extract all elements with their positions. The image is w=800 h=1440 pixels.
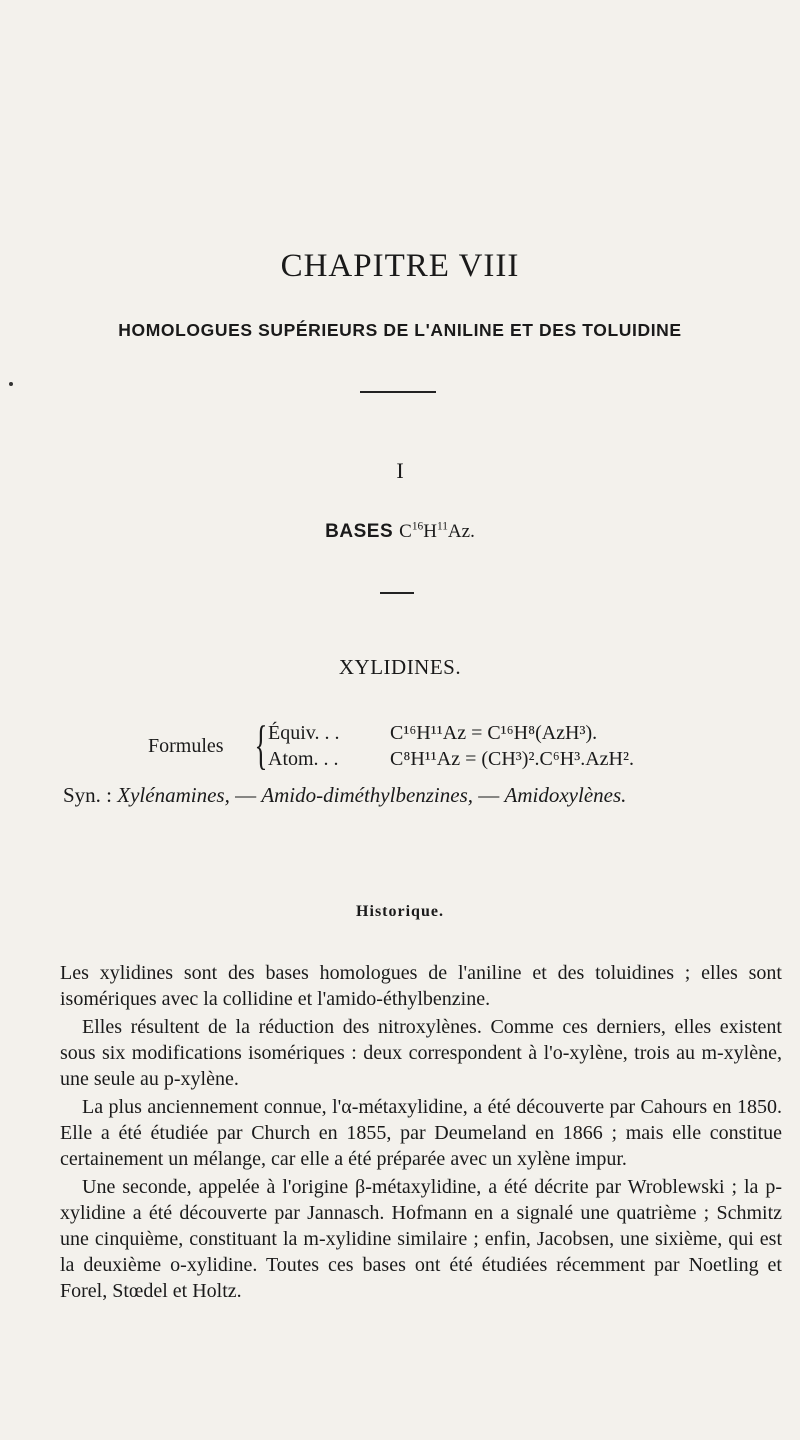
paragraph: Les xylidines sont des bases homologues de l'aniline et des toluidines ; elles sont isomériques avec la collidine et l'amido-éthylbenzine. <box>60 962 782 1010</box>
section-rule-top <box>360 391 436 393</box>
synonyms-line: Syn. : Xylénamines, — Amido-diméthylbenzines, — Amidoxylènes. <box>63 783 627 807</box>
formula-atom: Atom. . . C⁸H¹¹Az = (CH³)².C⁶H³.AzH². <box>268 748 634 770</box>
brace-icon: { <box>254 715 268 775</box>
chapter-subtitle: HOMOLOGUES SUPÉRIEURS DE L'ANILINE ET DES TOLUIDINE <box>118 320 682 340</box>
paragraph: La plus anciennement connue, l'α-métaxylidine, a été découverte par Cahours en 1850. Elle a été étudiée par Church en 1855, par Deumeland en 1866 ; mais elle constitue certainement un mélange, car elle a été préparée avec un xylène impur. <box>60 1096 782 1170</box>
body-text <box>60 960 782 1306</box>
historique-heading: Historique. <box>356 903 444 920</box>
xylidines-title: XYLIDINES. <box>338 655 462 679</box>
section-rule-bottom <box>380 592 414 594</box>
paragraph: Une seconde, appelée à l'origine β-métaxylidine, a été décrite par Wroblewski ; la p-xylidine a été découverte par Jannasch. Hofmann en a signalé une quatrième ; Schmitz une cinquième, constituant la m-xylidine similaire ; enfin, Jacobsen, une sixième, qui est la deuxième o-xylidine. Toutes ces bases ont été étudiées récemment par Noetling et Forel, Stœdel et Holtz. <box>60 1176 782 1302</box>
paragraph: Elles résultent de la réduction des nitroxylènes. Comme ces derniers, elles existent sous six modifications isomériques : deux correspondent à l'o-xylène, trois au m-xylène, une seule au p-xylène. <box>60 1016 782 1090</box>
section-number: I <box>396 458 404 483</box>
margin-dot <box>9 382 13 386</box>
bases-word: BASES <box>325 521 394 542</box>
bases-heading: BASES $C^{16}H^{11}Az$. <box>325 520 475 542</box>
formula-equiv: Équiv. . . C¹⁶H¹¹Az = C¹⁶H⁸(AzH³). <box>268 722 598 744</box>
chapter-title: CHAPITRE VIII <box>280 248 520 284</box>
formulas-label: Formules <box>148 735 224 757</box>
